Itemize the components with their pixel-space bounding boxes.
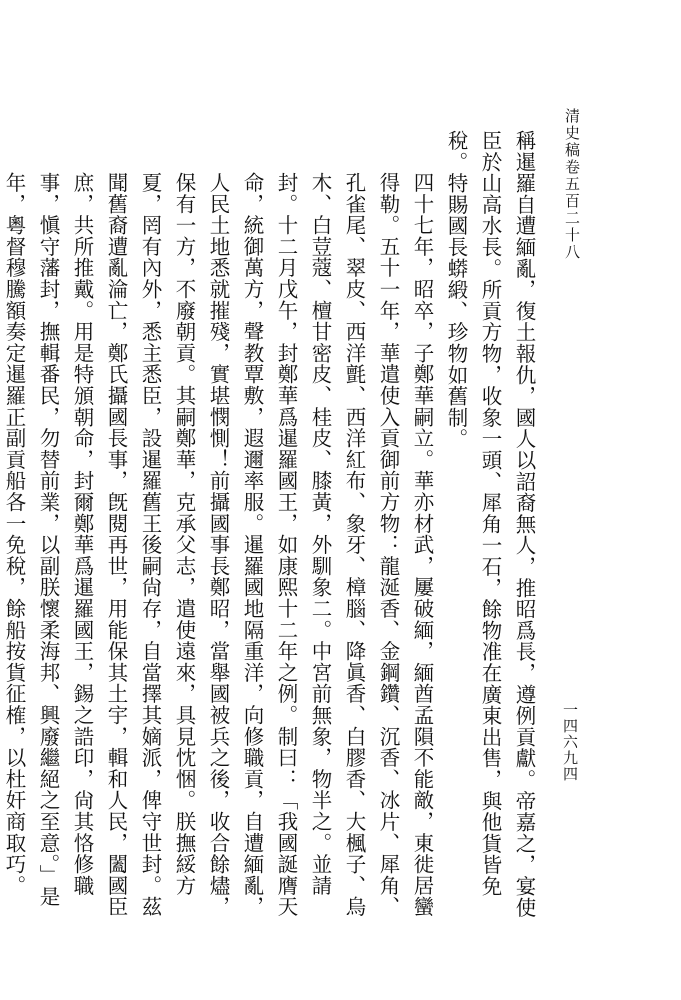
paragraph-1: 稱暹羅自遭緬亂，復土報仇，國人以詔裔無人，推昭爲長，遵例貢獻。帝嘉之，宴使臣於山高水長。所貢方物，收象一頭、犀角一石，餘物准在廣東出售，與他貨皆免稅。特賜國長蟒緞、珍物如舊制。 — [444, 130, 536, 919]
book-title: 清史稿卷五百二十八 — [563, 108, 581, 261]
page-number: 一四六九四 — [561, 702, 579, 782]
paragraph-2: 四十七年，昭卒，子鄭華嗣立。華亦材武，屢破緬，緬酋孟隕不能敵，東徙居蠻得勒。五十一年，華遣使入貢御前方物：龍涎香、金鋼鑽、沉香、冰片、犀角、孔雀尾、翠皮、西洋氈、西洋紅布、象牙、樟腦、降眞香、白膠香、大楓子、烏木、白荳蔻、檀甘密皮、桂皮、膝黃，外馴象二。中宮前無象，物半之。並請封。十二月戊午，封鄭華爲暹羅國王，如康熙十二年之例。制曰：「我國誕膺天命，統御萬方，聲教覃敷，遐邇率服。暹羅國地隔重洋，向修職貢，自遭緬亂，人民土地悉就摧殘，實堪憫惻！前攝國事長鄭昭，當舉國被兵之後，收合餘燼，保有一方，不廢朝貢。其嗣鄭華，克承父志，遣使遠來，具見忱悃。朕撫綏方夏，罔有內外，悉主悉臣，設暹羅舊王後嗣尙存，自當擇其嫡派，俾守世封。茲聞舊裔遭亂淪亡，鄭氏攝國長事，旣閱再世，用能保其土宇，輯和人民，闔國臣庶，共所推戴。用是特頒朝命，封爾鄭華爲暹羅國王，錫之誥印，尙其恪修職事，愼守藩封，撫輯番民，勿替前業，以副朕懷柔海邦、興廢繼絕之至意。」是年，粵督穆騰額奏定暹羅正副貢船各一免稅，餘船按貨征榷，以杜奸商取巧。 — [2, 172, 434, 918]
body-text — [2, 130, 541, 930]
